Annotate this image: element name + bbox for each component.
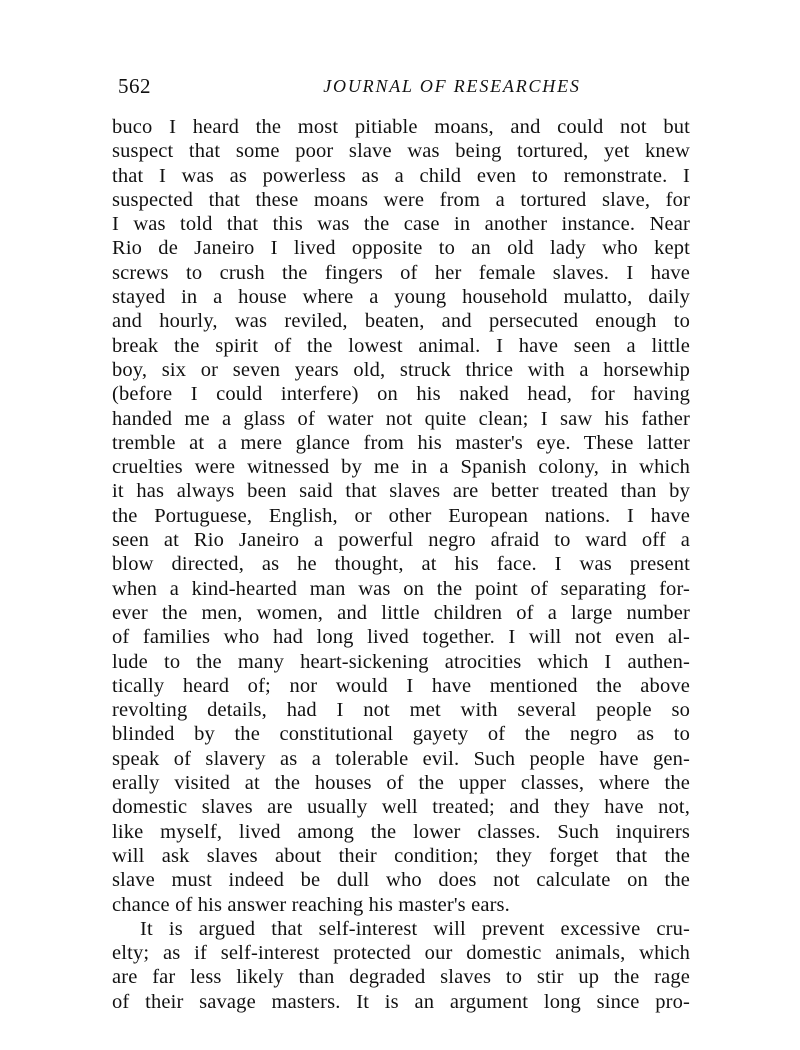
- text-line: seen at Rio Janeiro a powerful negro afraid to ward off a: [112, 529, 690, 552]
- text-line: revolting details, had I not met with several people so: [112, 699, 690, 722]
- page-number: 562: [118, 74, 151, 98]
- running-head: JOURNAL OF RESEARCHES: [323, 76, 581, 96]
- text-line: that I was as powerless as a child even to remonstrate. I: [112, 164, 690, 187]
- text-line: blinded by the constitutional gayety of the negro as to: [112, 723, 690, 746]
- text-line: and hourly, was reviled, beaten, and persecuted enough to: [112, 310, 690, 333]
- text-line: ever the men, women, and little children of a large number: [112, 601, 690, 624]
- page-header: [112, 74, 692, 104]
- text-line: tically heard of; nor would I have mentioned the above: [112, 674, 690, 697]
- text-line: it has always been said that slaves are better treated than by: [112, 480, 690, 503]
- text-line: tremble at a mere glance from his master's eye. These latter: [112, 431, 690, 454]
- text-line: buco I heard the most pitiable moans, and could not but: [112, 116, 690, 138]
- text-line: are far less likely than degraded slaves to stir up the rage: [112, 966, 690, 989]
- text-line: like myself, lived among the lower classes. Such inquirers: [112, 820, 690, 843]
- text-line: I was told that this was the case in another instance. Near: [112, 213, 690, 236]
- text-line: suspected that these moans were from a tortured slave, for: [112, 188, 690, 211]
- text-line: when a kind-hearted man was on the point of separating for-: [112, 577, 690, 600]
- text-line: of families who had long lived together. I will not even al-: [112, 626, 690, 649]
- text-line: domestic slaves are usually well treated; and they have not,: [112, 796, 690, 819]
- text-line: suspect that some poor slave was being tortured, yet knew: [112, 140, 690, 163]
- text-line: erally visited at the houses of the upper classes, where the: [112, 772, 690, 795]
- text-line: slave must indeed be dull who does not calculate on the: [112, 869, 690, 892]
- text-line: of their savage masters. It is an argument long since pro-: [112, 990, 690, 1013]
- text-line: lude to the many heart-sickening atrocities which I authen-: [112, 650, 690, 673]
- text-line: cruelties were witnessed by me in a Spanish colony, in which: [112, 456, 690, 479]
- text-line: Rio de Janeiro I lived opposite to an old lady who kept: [112, 237, 690, 260]
- text-line: screws to crush the fingers of her female slaves. I have: [112, 261, 690, 284]
- text-line: elty; as if self-interest protected our domestic animals, which: [112, 942, 690, 965]
- paragraph-end-line: chance of his answer reaching his master's ears.: [112, 893, 510, 916]
- text-line: handed me a glass of water not quite clean; I saw his father: [112, 407, 690, 430]
- text-line: speak of slavery as a tolerable evil. Such people have gen-: [112, 747, 690, 770]
- text-line: the Portuguese, English, or other European nations. I have: [112, 504, 690, 527]
- text-line: break the spirit of the lowest animal. I have seen a little: [112, 334, 690, 357]
- text-line: boy, six or seven years old, struck thrice with a horsewhip: [112, 358, 690, 381]
- text-line: (before I could interfere) on his naked head, for having: [112, 383, 690, 406]
- text-line: stayed in a house where a young household mulatto, daily: [112, 286, 690, 309]
- text-line: blow directed, as he thought, at his face. I was present: [112, 553, 690, 576]
- body-text: [112, 115, 690, 1014]
- text-line: will ask slaves about their condition; they forget that the: [112, 844, 690, 867]
- paragraph-start-line: It is argued that self-interest will prevent excessive cru-: [140, 917, 690, 940]
